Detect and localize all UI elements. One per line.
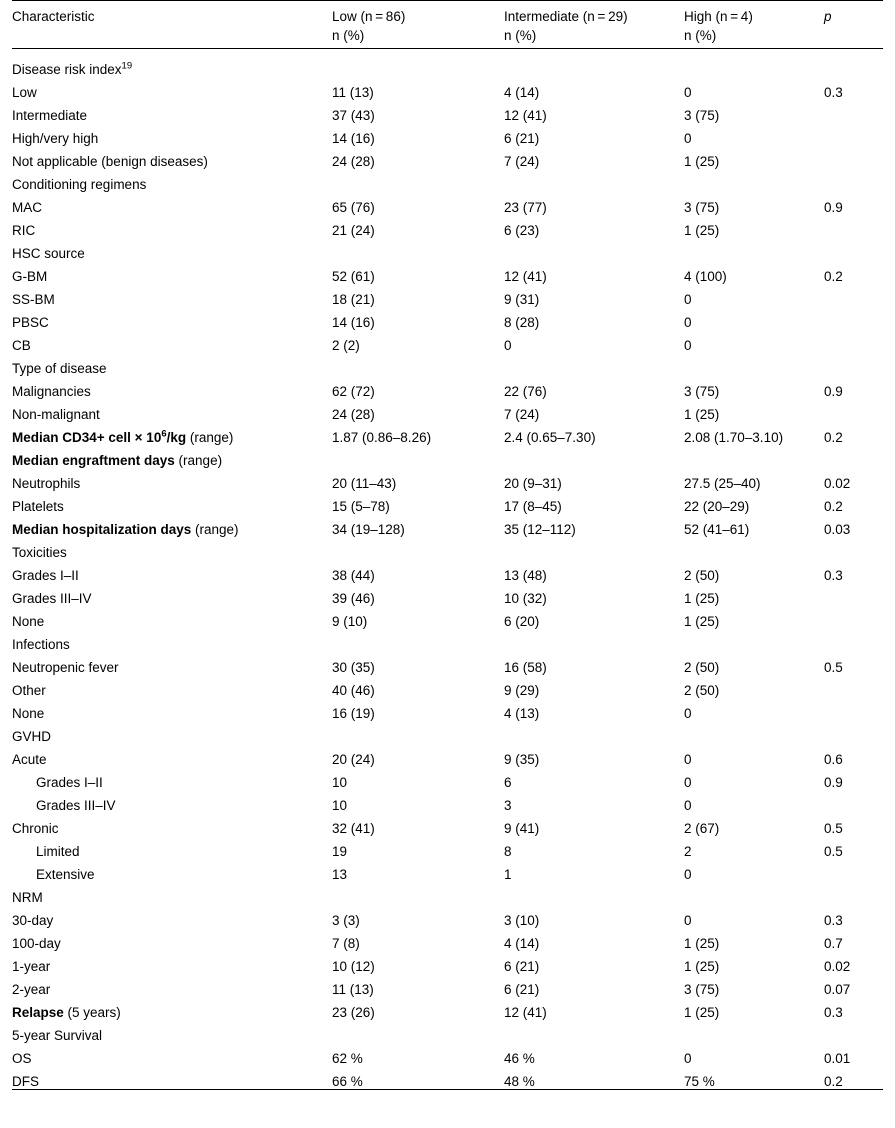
- cell-intermediate: 9 (29): [504, 683, 540, 699]
- cell-low: 10 (12): [332, 959, 375, 975]
- cell-high: 1 (25): [684, 407, 720, 423]
- cell-intermediate: 13 (48): [504, 568, 547, 584]
- cell-high: [684, 445, 824, 468]
- row-label: Acute: [12, 752, 47, 768]
- cell-p: [824, 882, 883, 905]
- table-row: [12, 468, 883, 491]
- cell-high: 1 (25): [684, 154, 720, 170]
- cell-p: [824, 1020, 883, 1043]
- cell-high: [684, 49, 824, 78]
- cell-intermediate: 6 (21): [504, 982, 540, 998]
- cell-intermediate: 20 (9–31): [504, 476, 562, 492]
- cell-high: [684, 629, 824, 652]
- cell-p: [824, 606, 883, 629]
- row-label: 5-year Survival: [12, 1028, 103, 1044]
- cell-high: 0: [684, 292, 692, 308]
- cell-high: 27.5 (25–40): [684, 476, 761, 492]
- row-label: Type of disease: [12, 361, 107, 377]
- cell-intermediate: [504, 1020, 684, 1043]
- cell-high: 22 (20–29): [684, 499, 750, 515]
- cell-high: 3 (75): [684, 108, 720, 124]
- row-label: G-BM: [12, 269, 48, 285]
- cell-p: 0.02: [824, 959, 851, 975]
- table-row: [12, 836, 883, 859]
- cell-low: [332, 238, 504, 261]
- row-label: Non-malignant: [12, 407, 100, 423]
- row-label: CB: [12, 338, 31, 354]
- row-label: 100-day: [12, 936, 61, 952]
- cell-p: 0.2: [824, 499, 843, 515]
- cell-p: 0.3: [824, 913, 843, 929]
- table-header: [12, 1, 883, 49]
- cell-low: 52 (61): [332, 269, 375, 285]
- cell-p: [824, 238, 883, 261]
- row-label: Neutrophils: [12, 476, 81, 492]
- subheader-characteristic: [12, 28, 332, 49]
- cell-low: 37 (43): [332, 108, 375, 124]
- table-row: [12, 376, 883, 399]
- cell-p: [824, 146, 883, 169]
- cell-intermediate: 0: [504, 338, 512, 354]
- cell-high: 3 (75): [684, 200, 720, 216]
- cell-p: 0.03: [824, 522, 851, 538]
- cell-intermediate: [504, 238, 684, 261]
- cell-low: 65 (76): [332, 200, 375, 216]
- row-label: None: [12, 614, 45, 630]
- column-header-low: Low (n = 86): [332, 1, 504, 29]
- cell-high: 0: [684, 315, 692, 331]
- table-row: [12, 146, 883, 169]
- header-row-sub: [12, 28, 883, 49]
- table-row: [12, 353, 883, 376]
- cell-low: [332, 49, 504, 78]
- table-row: [12, 583, 883, 606]
- row-label: Extensive: [36, 867, 95, 883]
- row-label: Relapse (5 years): [12, 1005, 121, 1021]
- cell-low: 24 (28): [332, 154, 375, 170]
- subheader-p: [824, 28, 883, 49]
- row-label: Limited: [36, 844, 80, 860]
- cell-intermediate: 3 (10): [504, 913, 540, 929]
- cell-p: 0.9: [824, 384, 843, 400]
- cell-low: 34 (19–128): [332, 522, 405, 538]
- table-row: [12, 859, 883, 882]
- cell-intermediate: 1: [504, 867, 512, 883]
- cell-low: 40 (46): [332, 683, 375, 699]
- cell-intermediate: [504, 49, 684, 78]
- cell-high: [684, 169, 824, 192]
- table-row: [12, 284, 883, 307]
- column-header-characteristic: Characteristic: [12, 1, 332, 29]
- cell-p: [824, 721, 883, 744]
- cell-low: 1.87 (0.86–8.26): [332, 430, 432, 446]
- cell-high: 2: [684, 844, 692, 860]
- row-label: Median hospitalization days (range): [12, 522, 239, 538]
- cell-low: 18 (21): [332, 292, 375, 308]
- table-row: [12, 238, 883, 261]
- cell-intermediate: 7 (24): [504, 154, 540, 170]
- table-row: [12, 399, 883, 422]
- cell-high: 0: [684, 131, 692, 147]
- table-row: [12, 1020, 883, 1043]
- table-row: [12, 123, 883, 146]
- table-row: [12, 330, 883, 353]
- row-label: PBSC: [12, 315, 49, 331]
- cell-intermediate: 4 (14): [504, 85, 540, 101]
- table-row: [12, 974, 883, 997]
- cell-low: 9 (10): [332, 614, 368, 630]
- cell-intermediate: 22 (76): [504, 384, 547, 400]
- cell-p: [824, 330, 883, 353]
- row-label: Other: [12, 683, 46, 699]
- row-label: HSC source: [12, 246, 85, 262]
- cell-high: 75 %: [684, 1066, 824, 1090]
- table-row: [12, 767, 883, 790]
- row-label: DFS: [12, 1066, 332, 1090]
- cell-intermediate: 8 (28): [504, 315, 540, 331]
- table-row: [12, 698, 883, 721]
- cell-intermediate: 48 %: [504, 1066, 684, 1090]
- cell-high: 0: [684, 867, 692, 883]
- cell-low: 23 (26): [332, 1005, 375, 1021]
- cell-high: 2 (50): [684, 568, 720, 584]
- table-row: [12, 951, 883, 974]
- row-label: SS-BM: [12, 292, 55, 308]
- cell-p: [824, 859, 883, 882]
- cell-low: 21 (24): [332, 223, 375, 239]
- cell-high: [684, 1020, 824, 1043]
- cell-low: [332, 353, 504, 376]
- cell-intermediate: 12 (41): [504, 1005, 547, 1021]
- table-row: [12, 49, 883, 78]
- table-row: [12, 77, 883, 100]
- cell-intermediate: 6: [504, 775, 512, 791]
- cell-high: [684, 882, 824, 905]
- row-label: 1-year: [12, 959, 51, 975]
- cell-p: [824, 49, 883, 78]
- cell-high: 52 (41–61): [684, 522, 750, 538]
- cell-low: 20 (11–43): [332, 476, 397, 492]
- cell-intermediate: 35 (12–112): [504, 522, 576, 538]
- cell-low: [332, 629, 504, 652]
- cell-high: [684, 353, 824, 376]
- cell-high: 2 (50): [684, 660, 720, 676]
- cell-high: 0: [684, 1051, 692, 1067]
- cell-low: 24 (28): [332, 407, 375, 423]
- cell-low: [332, 721, 504, 744]
- cell-p: 0.2: [824, 430, 843, 446]
- cell-p: 0.5: [824, 660, 843, 676]
- cell-intermediate: 2.4 (0.65–7.30): [504, 430, 596, 446]
- cell-intermediate: 16 (58): [504, 660, 547, 676]
- table-row: [12, 652, 883, 675]
- row-label: NRM: [12, 890, 43, 906]
- row-label: Conditioning regimens: [12, 177, 147, 193]
- row-label: RIC: [12, 223, 36, 239]
- cell-high: 2 (50): [684, 683, 720, 699]
- cell-low: 7 (8): [332, 936, 360, 952]
- cell-high: 3 (75): [684, 982, 720, 998]
- table-row: [12, 928, 883, 951]
- row-label: OS: [12, 1051, 32, 1067]
- table-row: [12, 629, 883, 652]
- cell-high: 1 (25): [684, 1005, 720, 1021]
- row-label: Platelets: [12, 499, 64, 515]
- cell-p: 0.3: [824, 1005, 843, 1021]
- cell-p: 0.7: [824, 936, 843, 952]
- cell-low: 11 (13): [332, 85, 374, 101]
- cell-intermediate: [504, 445, 684, 468]
- cell-high: 0: [684, 85, 692, 101]
- table-row: [12, 445, 883, 468]
- cell-p: 0.2: [824, 1066, 883, 1090]
- table-row: [12, 192, 883, 215]
- cell-p: [824, 445, 883, 468]
- cell-intermediate: [504, 169, 684, 192]
- cell-high: 0: [684, 752, 692, 768]
- cell-intermediate: [504, 882, 684, 905]
- cell-intermediate: [504, 537, 684, 560]
- table-row: [12, 422, 883, 445]
- cell-high: 1 (25): [684, 591, 720, 607]
- cell-p: 0.01: [824, 1051, 851, 1067]
- cell-high: 3 (75): [684, 384, 720, 400]
- cell-p: 0.02: [824, 476, 851, 492]
- cell-high: 0: [684, 913, 692, 929]
- cell-low: 38 (44): [332, 568, 375, 584]
- table-row: [12, 1066, 883, 1090]
- cell-low: [332, 169, 504, 192]
- row-label: Grades I–II: [12, 568, 79, 584]
- row-label: Malignancies: [12, 384, 91, 400]
- row-label: Grades III–IV: [12, 591, 92, 607]
- cell-high: 1 (25): [684, 614, 720, 630]
- row-label: GVHD: [12, 729, 52, 745]
- cell-low: 10: [332, 798, 348, 814]
- row-label: Neutropenic fever: [12, 660, 119, 676]
- cell-p: 0.3: [824, 568, 843, 584]
- cell-intermediate: 9 (35): [504, 752, 540, 768]
- column-header-p: p: [824, 1, 883, 29]
- table-row: [12, 1043, 883, 1066]
- table-row: [12, 169, 883, 192]
- cell-low: 39 (46): [332, 591, 375, 607]
- cell-high: 1 (25): [684, 959, 720, 975]
- cell-intermediate: 4 (14): [504, 936, 540, 952]
- cell-low: 20 (24): [332, 752, 375, 768]
- cell-p: 0.9: [824, 200, 843, 216]
- row-label: High/very high: [12, 131, 99, 147]
- cell-intermediate: 4 (13): [504, 706, 540, 722]
- cell-low: 2 (2): [332, 338, 360, 354]
- cell-p: 0.07: [824, 982, 851, 998]
- cell-low: 3 (3): [332, 913, 360, 929]
- cell-p: [824, 537, 883, 560]
- cell-intermediate: 17 (8–45): [504, 499, 562, 515]
- cell-low: [332, 882, 504, 905]
- cell-low: 16 (19): [332, 706, 375, 722]
- column-header-high: High (n = 4): [684, 1, 824, 29]
- cell-intermediate: 6 (23): [504, 223, 540, 239]
- table-row: [12, 261, 883, 284]
- table-row: [12, 790, 883, 813]
- cell-low: 62 (72): [332, 384, 375, 400]
- cell-intermediate: 7 (24): [504, 407, 540, 423]
- cell-high: [684, 537, 824, 560]
- row-label: Grades I–II: [36, 775, 103, 791]
- cell-p: [824, 100, 883, 123]
- cell-low: [332, 1020, 504, 1043]
- column-header-intermediate: Intermediate (n = 29): [504, 1, 684, 29]
- cell-intermediate: 3: [504, 798, 512, 814]
- cell-intermediate: 10 (32): [504, 591, 547, 607]
- row-label: Median CD34+ cell × $10^6/kg$ (range): [12, 428, 234, 446]
- cell-high: 1 (25): [684, 936, 720, 952]
- cell-high: 0: [684, 775, 692, 791]
- cell-p: [824, 169, 883, 192]
- cell-high: 0: [684, 338, 692, 354]
- cell-p: 0.5: [824, 821, 843, 837]
- row-label: None: [12, 706, 45, 722]
- cell-low: 32 (41): [332, 821, 375, 837]
- table-row: [12, 813, 883, 836]
- cell-p: [824, 790, 883, 813]
- cell-low: 30 (35): [332, 660, 375, 676]
- cell-p: [824, 583, 883, 606]
- cell-p: 0.3: [824, 85, 843, 101]
- cell-low: 66 %: [332, 1066, 504, 1090]
- subheader-intermediate: n (%): [504, 28, 537, 44]
- cell-intermediate: [504, 721, 684, 744]
- cell-high: 0: [684, 706, 692, 722]
- cell-high: 2.08 (1.70–3.10): [684, 430, 784, 446]
- cell-low: 14 (16): [332, 131, 375, 147]
- row-label: Toxicities: [12, 545, 67, 561]
- cell-intermediate: 12 (41): [504, 108, 547, 124]
- table-row: [12, 100, 883, 123]
- table-body: [12, 49, 883, 1090]
- cell-intermediate: 6 (21): [504, 959, 540, 975]
- cell-low: [332, 537, 504, 560]
- subheader-low: n (%): [332, 28, 365, 44]
- cell-high: [684, 721, 824, 744]
- table-row: [12, 560, 883, 583]
- cell-intermediate: 6 (20): [504, 614, 540, 630]
- cell-high: 1 (25): [684, 223, 720, 239]
- row-label: Low: [12, 85, 37, 101]
- cell-high: 4 (100): [684, 269, 727, 285]
- table-row: [12, 537, 883, 560]
- cell-low: 62 %: [332, 1051, 363, 1067]
- cell-intermediate: 9 (41): [504, 821, 540, 837]
- table-row: [12, 606, 883, 629]
- cell-high: 2 (67): [684, 821, 720, 837]
- row-label: Grades III–IV: [36, 798, 116, 814]
- row-label: 30-day: [12, 913, 54, 929]
- table-row: [12, 721, 883, 744]
- cell-p: 0.2: [824, 269, 843, 285]
- cell-p: [824, 675, 883, 698]
- cell-high: 0: [684, 798, 692, 814]
- cell-p: 0.5: [824, 844, 843, 860]
- cell-p: [824, 123, 883, 146]
- cell-p: [824, 284, 883, 307]
- table-row: [12, 491, 883, 514]
- cell-intermediate: 8: [504, 844, 512, 860]
- cell-intermediate: 9 (31): [504, 292, 540, 308]
- row-label: Infections: [12, 637, 70, 653]
- cell-low: 11 (13): [332, 982, 374, 998]
- cell-p: [824, 629, 883, 652]
- cell-p: 0.6: [824, 752, 843, 768]
- cell-intermediate: 6 (21): [504, 131, 540, 147]
- cell-p: [824, 399, 883, 422]
- row-label: MAC: [12, 200, 42, 216]
- table-row: [12, 997, 883, 1020]
- cell-intermediate: [504, 629, 684, 652]
- cell-low: 19: [332, 844, 348, 860]
- row-label: Median engraftment days (range): [12, 453, 223, 469]
- table-row: [12, 215, 883, 238]
- subheader-high: n (%): [684, 28, 717, 44]
- characteristics-table: [12, 0, 883, 1090]
- table-row: [12, 882, 883, 905]
- cell-low: 15 (5–78): [332, 499, 390, 515]
- cell-intermediate: 12 (41): [504, 269, 547, 285]
- row-label: Intermediate: [12, 108, 88, 124]
- table-row: [12, 514, 883, 537]
- table-row: [12, 744, 883, 767]
- row-label: Disease risk index$^{19}$: [12, 49, 332, 78]
- table-row: [12, 307, 883, 330]
- row-label: Chronic: [12, 821, 59, 837]
- table-row: [12, 675, 883, 698]
- cell-low: [332, 445, 504, 468]
- cell-low: 14 (16): [332, 315, 375, 331]
- cell-p: [824, 698, 883, 721]
- cell-p: [824, 215, 883, 238]
- cell-low: 13: [332, 867, 348, 883]
- table-row: [12, 905, 883, 928]
- cell-p: 0.9: [824, 775, 843, 791]
- cell-intermediate: 46 %: [504, 1051, 535, 1067]
- row-label: Not applicable (benign diseases): [12, 154, 208, 170]
- cell-intermediate: 23 (77): [504, 200, 547, 216]
- cell-p: [824, 307, 883, 330]
- cell-low: 10: [332, 775, 348, 791]
- cell-high: [684, 238, 824, 261]
- row-label: 2-year: [12, 982, 51, 998]
- cell-intermediate: [504, 353, 684, 376]
- cell-p: [824, 353, 883, 376]
- header-row-main: [12, 1, 883, 29]
